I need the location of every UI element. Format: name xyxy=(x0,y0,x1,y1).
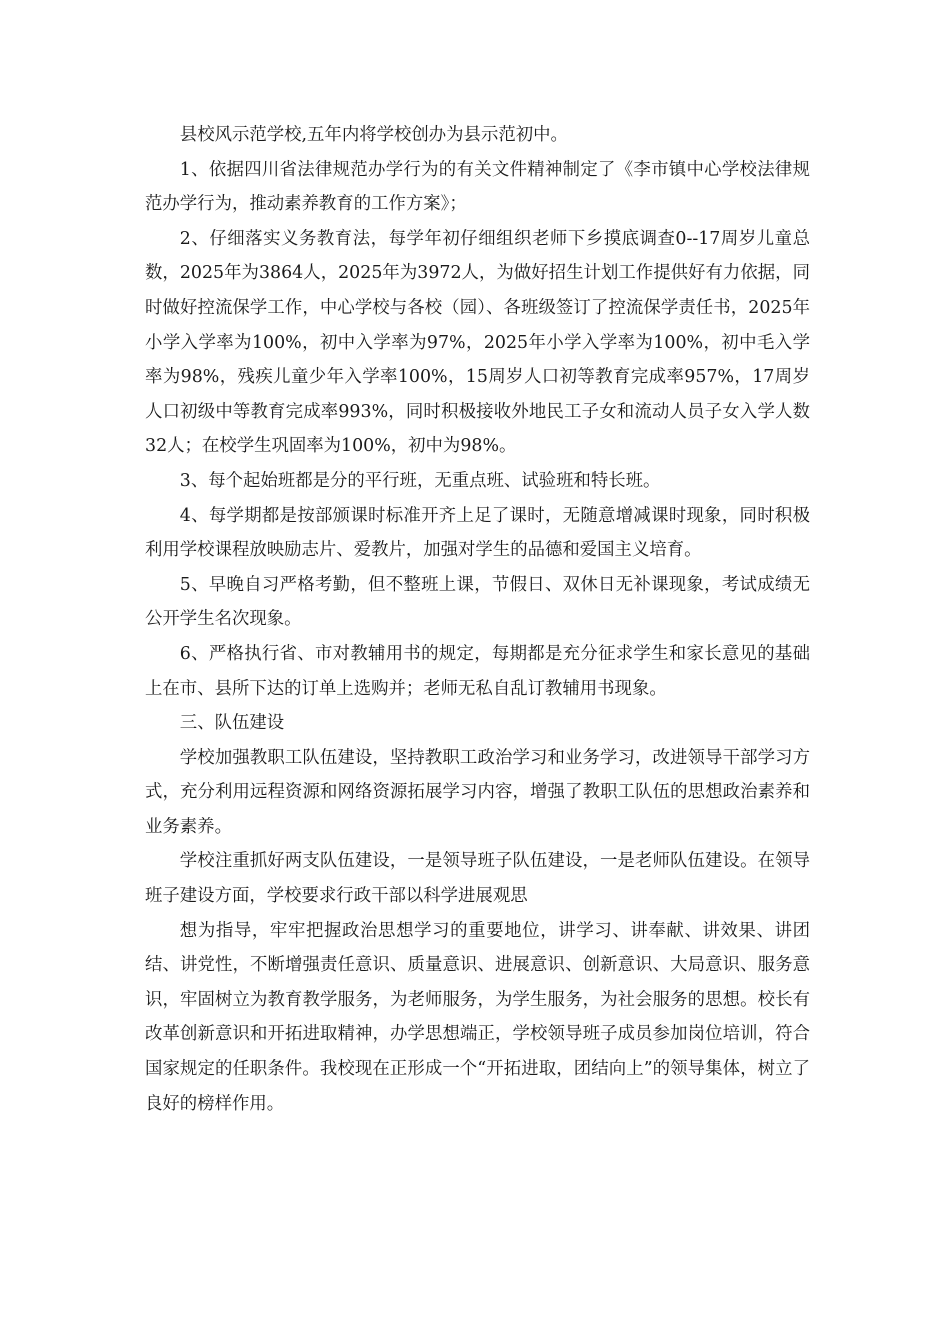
paragraph-item-5: 5、早晚自习严格考勤，但不整班上课，节假日、双休日无补课现象，考试成绩无公开学生名次现象。 xyxy=(145,574,810,630)
paragraph-intro: 县校风示范学校,五年内将学校创办为县示范初中。 xyxy=(179,125,568,145)
paragraph-item-3: 3、每个起始班都是分的平行班，无重点班、试验班和特长班。 xyxy=(179,470,661,491)
paragraph-two-teams: 学校注重抓好两支队伍建设，一是领导班子队伍建设，一是老师队伍建设。在领导班子建设方面，学校要求行政干部以科学进展观思 xyxy=(145,851,810,907)
document-body xyxy=(145,118,810,1121)
paragraph-item-6: 6、严格执行省、市对教辅用书的规定，每期都是充分征求学生和家长意见的基础上在市、县所下达的订单上选购并；老师无私自乱订教辅用书现象。 xyxy=(145,643,810,699)
section-heading-team-building: 三、队伍建设 xyxy=(179,713,285,734)
paragraph-item-1: 1、依据四川省法律规范办学行为的有关文件精神制定了《李市镇中心学校法律规范办学行为，推动素养教育的工作方案》； xyxy=(145,159,810,215)
paragraph-team-training: 学校加强教职工队伍建设，坚持教职工政治学习和业务学习，改进领导干部学习方式，充分利用远程资源和网络资源拓展学习内容，增强了教职工队伍的思想政治素养和业务素养。 xyxy=(145,747,810,837)
paragraph-item-4: 4、每学期都是按部颁课时标准开齐上足了课时，无随意增减课时现象，同时积极利用学校课程放映励志片、爱教片，加强对学生的品德和爱国主义培育。 xyxy=(145,505,810,561)
paragraph-item-2: 2、仔细落实义务教育法，每学年初仔细组织老师下乡摸底调查0--17周岁儿童总数，2025年为3864人，2025年为3972人，为做好招生计划工作提供好有力依据，同时做好控流保学工作，中心学校与各校（园）、各班级签订了控流保学责任书，2025年小学入学率为100%，初中入学率为97%，2025年小学入学率为100%，初中毛入学率为98%，残疾儿童少年入学率100%，15周岁人口初等教育完成率957%，17周岁人口初级中等教育完成率993%，同时积极接收外地民工子女和流动人员子女入学人数32人；在校学生巩固率为100%，初中为98%。 xyxy=(145,228,810,457)
paragraph-leadership: 想为指导，牢牢把握政治思想学习的重要地位，讲学习、讲奉献、讲效果、讲团结、讲党性，不断增强责任意识、质量意识、进展意识、创新意识、大局意识、服务意识，牢固树立为教育教学服务，为老师服务，为学生服务，为社会服务的思想。校长有改革创新意识和开拓进取精神，办学思想端正，学校领导班子成员参加岗位培训，符合国家规定的任职条件。我校现在正形成一个“开拓进取，团结向上”的领导集体，树立了良好的榜样作用。 xyxy=(145,920,810,1114)
